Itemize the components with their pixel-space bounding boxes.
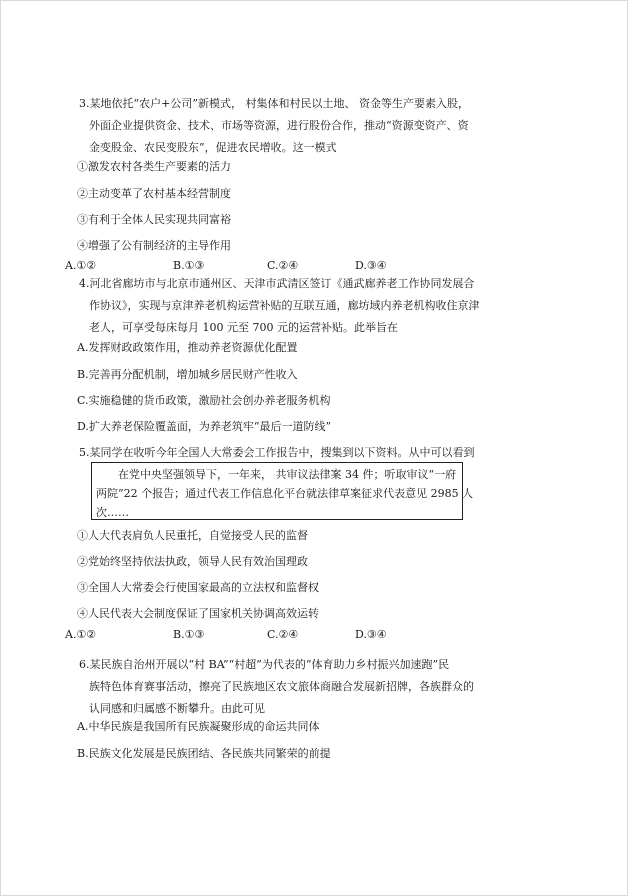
- q4-stem-line-2: 作协议》，实现与京津养老机构运营补贴的互联互通，廊坊域内养老机构收住京津: [89, 299, 480, 312]
- q3-choice-b[interactable]: B.①③: [173, 259, 205, 272]
- q5-quote-line-2: 两院”22 个报告；通过代表工作信息化平台就法律草案征求代表意见 2985 人: [96, 487, 474, 500]
- q4-option-a[interactable]: A.发挥财政政策作用，推动养老资源优化配置: [77, 341, 298, 354]
- q3-choice-d[interactable]: D.③④: [355, 259, 387, 272]
- q5-item-1: ①人大代表肩负人民重托，自觉接受人民的监督: [77, 529, 308, 542]
- q5-quote-line-1: 在党中央坚强领导下，一年来， 共审议法律案 34 件；听取审议“一府: [118, 468, 457, 481]
- q3-item-4: ④增强了公有制经济的主导作用: [77, 239, 231, 252]
- q4-option-b[interactable]: B.完善再分配机制，增加城乡居民财产性收入: [77, 368, 298, 381]
- q5-choice-b[interactable]: B.①③: [173, 628, 205, 641]
- q3-item-3: ③有利于全体人民实现共同富裕: [77, 213, 231, 226]
- q3-choice-c[interactable]: C.②④: [267, 259, 299, 272]
- q3-choice-a[interactable]: A.①②: [65, 259, 97, 272]
- q3-stem-line-3: 金变股金、农民变股东”，促进农民增收。这一模式: [89, 141, 337, 154]
- q6-stem-line-1: 6.某民族自治州开展以“村 BA”“村超”为代表的“体育助力乡村振兴加速跑”民: [79, 658, 450, 671]
- q3-stem-line-1: 3.某地依托“农户+公司”新模式， 村集体和村民以土地、 资金等生产要素入股，: [79, 97, 469, 110]
- q5-choice-a[interactable]: A.①②: [65, 628, 97, 641]
- q6-option-b[interactable]: B.民族文化发展是民族团结、各民族共同繁荣的前提: [77, 747, 331, 760]
- q6-stem: [79, 654, 493, 720]
- q6-stem-line-3: 认同感和归属感不断攀升。由此可见: [89, 702, 265, 715]
- q5-quote-box: [91, 462, 474, 520]
- q5-choices: [65, 628, 485, 644]
- q5-choice-c[interactable]: C.②④: [267, 628, 299, 641]
- q4-stem-line-1: 4.河北省廊坊市与北京市通州区、天津市武清区签订《通武廊养老工作协同发展合: [79, 277, 475, 290]
- q5-item-4: ④人民代表大会制度保证了国家机关协调高效运转: [77, 607, 319, 620]
- q5-item-2: ②党始终坚持依法执政，领导人民有效治国理政: [77, 555, 308, 568]
- q4-option-c[interactable]: C.实施稳健的货币政策，激励社会创办养老服务机构: [77, 394, 331, 407]
- q4-stem-line-3: 老人，可享受每床每月 100 元至 700 元的运营补贴。此举旨在: [89, 321, 398, 334]
- q5-quote-line-3: 次……: [96, 506, 129, 519]
- q3-stem: [79, 93, 493, 159]
- q3-item-2: ②主动变革了农村基本经营制度: [77, 187, 231, 200]
- q3-stem-line-2: 外面企业提供资金、技术、市场等资源，进行股份合作，推动“资源变资产、资: [89, 119, 469, 132]
- q4-option-d[interactable]: D.扩大养老保险覆盖面，为养老筑牢“最后一道防线”: [77, 420, 332, 433]
- q5-choice-d[interactable]: D.③④: [355, 628, 387, 641]
- q5-stem: 5.某同学在收听今年全国人大常委会工作报告中，搜集到以下资料。从中可以看到: [79, 446, 475, 459]
- q4-stem: [79, 273, 493, 339]
- q6-option-a[interactable]: A.中华民族是我国所有民族凝聚形成的命运共同体: [77, 720, 320, 733]
- q6-stem-line-2: 族特色体育赛事活动，擦亮了民族地区农文旅体商融合发展新招牌，各族群众的: [89, 680, 474, 693]
- q3-item-1: ①激发农村各类生产要素的活力: [77, 160, 231, 173]
- q5-item-3: ③全国人大常委会行使国家最高的立法权和监督权: [77, 581, 319, 594]
